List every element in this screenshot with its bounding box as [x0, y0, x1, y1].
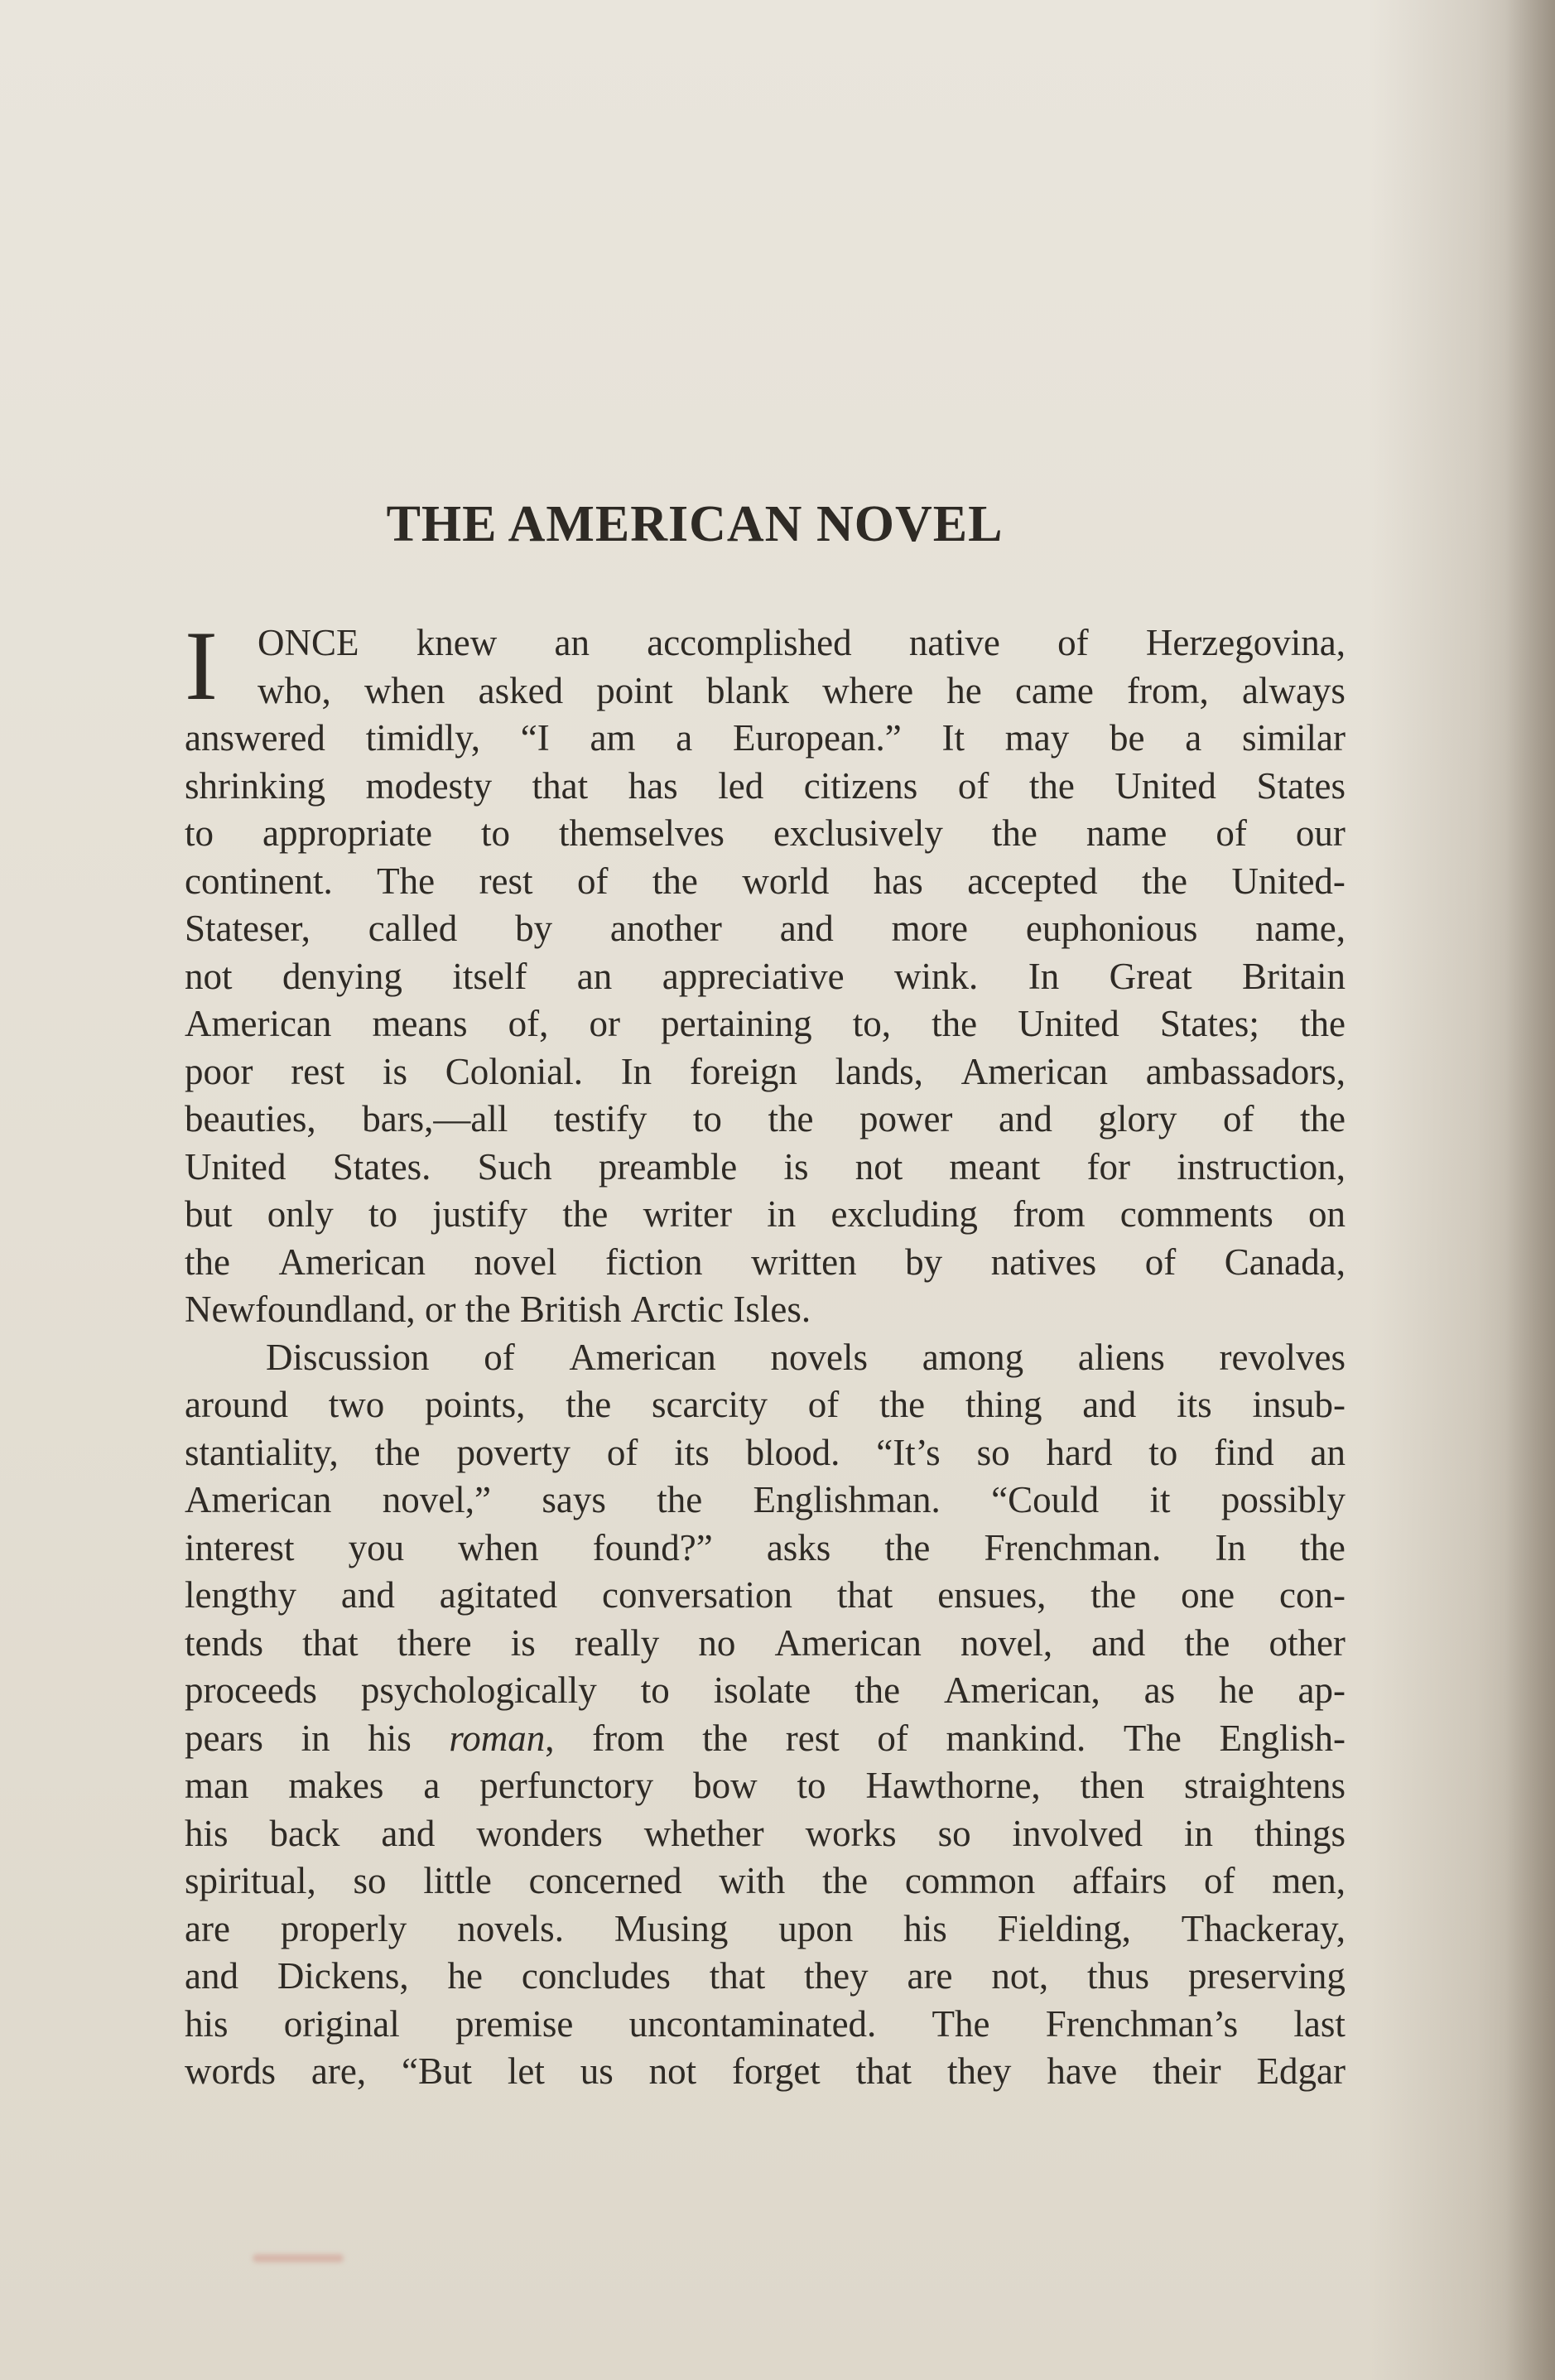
text-line: the American novel fiction written by natives of Canada,: [185, 1241, 1346, 1283]
paragraph-2: [185, 1334, 1346, 2096]
text-line: and Dickens, he concludes that they are not, thus preserving: [185, 1955, 1346, 1997]
text-line: American means of, or pertaining to, the United States; the: [185, 1003, 1346, 1044]
text-line: Discussion of American novels among aliens revolves: [266, 1336, 1346, 1378]
text-line: proceeds psychologically to isolate the American, as he ap-: [185, 1669, 1346, 1711]
text-line: spiritual, so little concerned with the common affairs of men,: [185, 1860, 1346, 1901]
text-line: shrinking modesty that has led citizens of the United States: [185, 764, 1346, 807]
chapter-title: THE AMERICAN NOVEL: [386, 496, 1004, 552]
page-edge-shadow: [1505, 0, 1555, 2380]
text-line: ONCE knew an accomplished native of Herzegovina,: [258, 622, 1346, 663]
text-line: stantiality, the poverty of its blood. “It’s so hard to find an: [185, 1431, 1346, 1473]
text-line: but only to justify the writer in excluding from comments on: [185, 1193, 1346, 1235]
drop-cap: I: [185, 610, 218, 720]
paragraph-1: [185, 610, 1346, 1334]
text-line: words are, “But let us not forget that they have their Edgar: [185, 2050, 1346, 2092]
text-line: his back and wonders whether works so involved in things: [185, 1812, 1346, 1854]
text-line: answered timidly, “I am a European.” It may be a similar: [185, 717, 1346, 759]
text-line: around two points, the scarcity of the thing and its insub-: [185, 1384, 1346, 1425]
text-line: to appropriate to themselves exclusively the name of our: [185, 812, 1346, 854]
page-stain: [253, 2254, 344, 2262]
text-line: Newfoundland, or the British Arctic Isles.: [185, 1289, 811, 1330]
text-line: tends that there is really no American novel, and the other: [185, 1621, 1346, 1664]
text-line: Stateser, called by another and more euphonious name,: [185, 908, 1346, 949]
text-line: who, when asked point blank where he came from, always: [258, 669, 1346, 711]
text-line: not denying itself an appreciative wink. In Great Britain: [185, 955, 1346, 997]
text-line: lengthy and agitated conversation that ensues, the one con-: [185, 1574, 1346, 1616]
text-line: poor rest is Colonial. In foreign lands, American ambassadors,: [185, 1050, 1346, 1092]
text-line: man makes a perfunctory bow to Hawthorne, then straightens: [185, 1765, 1346, 1806]
text-line: pears in his roman, from the rest of mankind. The English-: [185, 1717, 1346, 1759]
text-line: continent. The rest of the world has accepted the United-: [185, 860, 1346, 902]
text-line: are properly novels. Musing upon his Fielding, Thackeray,: [185, 1907, 1346, 1949]
text-line: interest you when found?” asks the Frenchman. In the: [185, 1526, 1346, 1568]
text-line: beauties, bars,—all testify to the power and glory of the: [185, 1098, 1346, 1139]
text-line: his original premise uncontaminated. The Frenchman’s last: [185, 2002, 1346, 2045]
text-line: United States. Such preamble is not meant for instruction,: [185, 1145, 1346, 1188]
text-line: American novel,” says the Englishman. “Could it possibly: [185, 1479, 1346, 1520]
body-text: [185, 610, 1346, 2096]
